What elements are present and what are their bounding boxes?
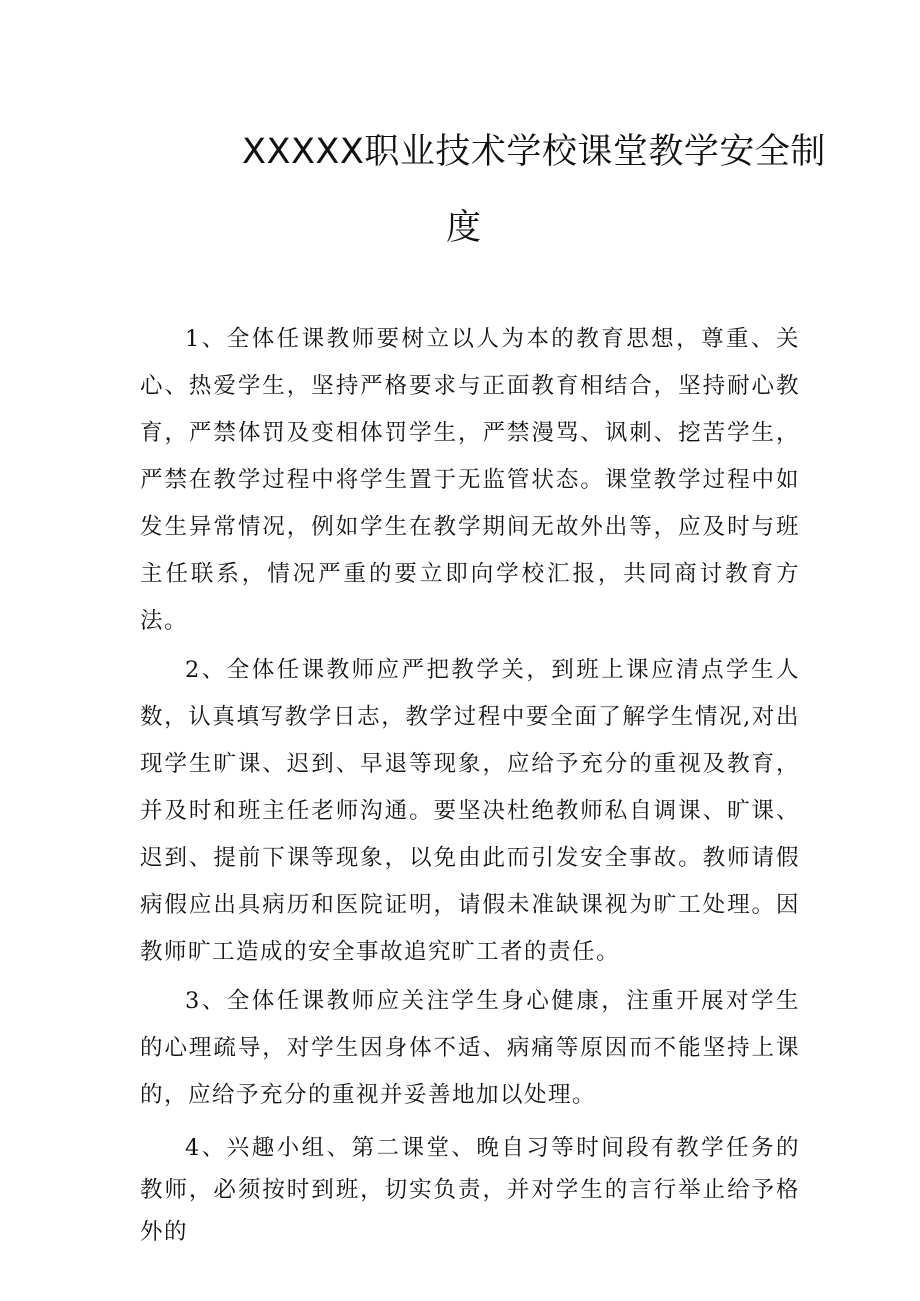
paragraph-1: 1、全体任课教师要树立以人为本的教育思想，尊重、关心、热爱学生，坚持严格要求与正面教育相结合，坚持耐心教育，严禁体罚及变相体罚学生，严禁漫骂、讽刺、挖苦学生，严禁在教学过程中将学生置于无监管状态。课堂教学过程中如发生异常情况，例如学生在教学期间无故外出等，应及时与班主任联系，情况严重的要立即向学校汇报，共同商讨教育方法。 <box>140 326 800 634</box>
document-title-continued: 度 <box>446 208 482 248</box>
paragraph-4: 4、兴趣小组、第二课堂、晚自习等时间段有教学任务的教师，必须按时到班，切实负责，并对学生的言行举止给予格外的 <box>140 1135 800 1245</box>
document-body <box>140 316 800 1253</box>
paragraph-3: 3、全体任课教师应关注学生身心健康，注重开展对学生的心理疏导，对学生因身体不适、病痛等原因而不能坚持上课的，应给予充分的重视并妥善地加以处理。 <box>140 988 800 1108</box>
paragraph-2: 2、全体任课教师应严把教学关，到班上课应清点学生人数，认真填写教学日志，教学过程中要全面了解学生情况,对出现学生旷课、迟到、早退等现象，应给予充分的重视及教育，并及时和班主任老师沟通。要坚决杜绝教师私自调课、旷课、迟到、提前下课等现象，以免由此而引发安全事故。教师请假病假应出具病历和医院证明，请假未准缺课视为旷工处理。因教师旷工造成的安全事故追究旷工者的责任。 <box>140 657 800 965</box>
document-title: XXXXX职业技术学校课堂教学安全制 <box>242 132 826 172</box>
